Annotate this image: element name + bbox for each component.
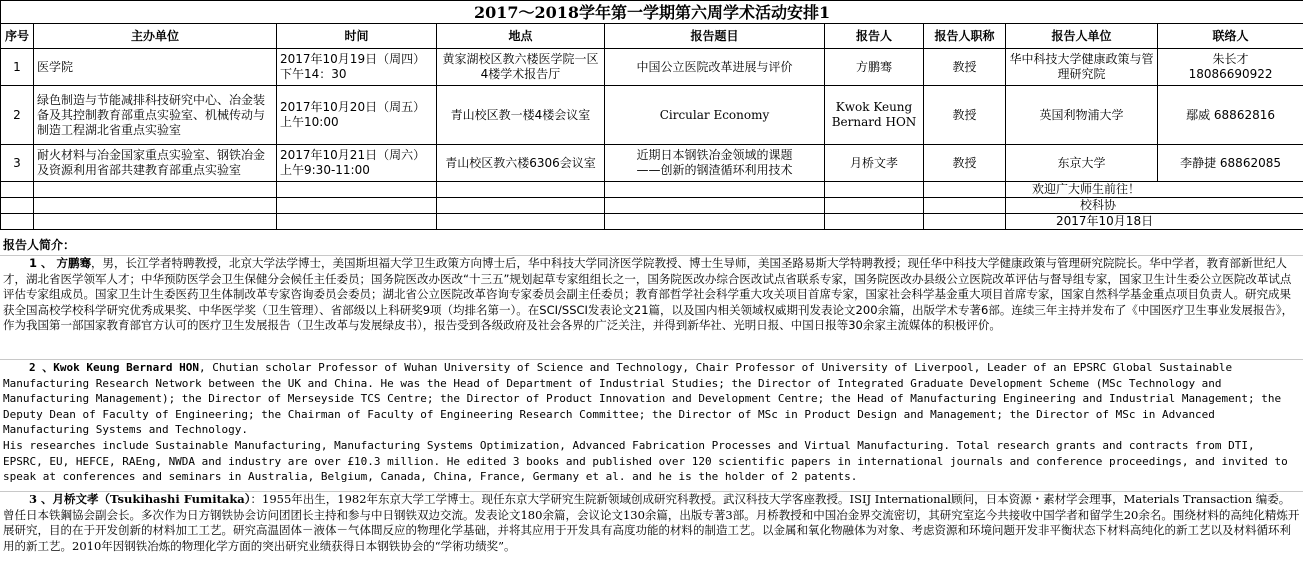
cell-topic: Circular Economy xyxy=(605,86,825,145)
schedule-table xyxy=(0,0,1303,230)
cell-speaker: 方鹏骞 xyxy=(825,49,924,86)
header-speaker-title: 报告人职称 xyxy=(924,24,1006,49)
header-place: 地点 xyxy=(437,24,605,49)
header-host: 主办单位 xyxy=(34,24,277,49)
footer-row xyxy=(1,214,1303,230)
cell-speaker: Kwok Keung Bernard HON xyxy=(825,86,924,145)
cell-place: 青山校区教六楼6306会议室 xyxy=(437,145,605,182)
bio-1-name: 方鹏骞 xyxy=(56,256,92,270)
bio-1 xyxy=(0,255,1303,359)
header-row xyxy=(1,24,1303,49)
cell-speaker-unit: 东京大学 xyxy=(1006,145,1158,182)
bio-1-text: ，男，长江学者特聘教授，北京大学法学博士，美国斯坦福大学卫生政策方向博士后，华中科技大学同济医学院教授、博士生导师，美国圣路易斯大学特聘教授；现任华中科技大学健康政策与管理研究院院长。华中学者，教育部新世纪人才，湖北省医学领军人才；中华预防医学会卫生保健分会候任主任委员；国务院医改办医改“十三五”规划起草专家组组长之一，国务院医改办综合医改试点省联系专家，国务院医改办县级公立医院改革评估与督导组专家，国家卫生计生委公立医院改革试点评估专家组成员。国家卫生计生委医药卫生体制改革专家咨询委员会委员；湖北省公立医院改革咨询专家委员会副主任委员；教育部哲学社会科学重大攻关项目首席专家，国家社会科学基金重大项目首席专家，国家自然科学基金重点项目负责人。研究成果获全国高校学校科学研究优秀成果奖、中华医学奖（卫生管理）、省部级以上科研奖9项（均排名第一）。在SCI/SSCI发表论文21篇，以及国内相关领域权威期刊发表论文200余篇，出版学术专著6部。连续三年主持并发布了《中国医疗卫生事业发展报告》，作为我国第一部国家教育部官方认可的医疗卫生发展报告（卫生改革与发展绿皮书），报告受到各级政府及社会各界的广泛关注，并得到新华社、光明日报、中国日报等30余家主流媒体的积极评价。 xyxy=(3,256,1294,333)
table-row xyxy=(1,49,1303,86)
header-speaker-unit: 报告人单位 xyxy=(1006,24,1158,49)
cell-topic: 中国公立医院改革进展与评价 xyxy=(605,49,825,86)
page-title: 2017～2018学年第一学期第六周学术活动安排1 xyxy=(1,1,1303,24)
header-topic: 报告题目 xyxy=(605,24,825,49)
cell-speaker-title: 教授 xyxy=(924,49,1006,86)
cell-no: 2 xyxy=(1,86,34,145)
header-no: 序号 xyxy=(1,24,34,49)
header-contact: 联络人 xyxy=(1158,24,1303,49)
cell-contact: 李静捷 68862085 xyxy=(1158,145,1303,182)
header-time: 时间 xyxy=(277,24,437,49)
bio-1-prefix: 1 、 xyxy=(29,256,57,270)
cell-time: 2017年10月21日（周六） 上午9:30-11:00 xyxy=(277,145,437,182)
cell-host: 绿色制造与节能减排科技研究中心、冶金装备及其控制教育部重点实验室、机械传动与制造工程湖北省重点实验室 xyxy=(34,86,277,145)
speaker-intro-section xyxy=(0,236,1303,574)
cell-speaker: 月桥文孝 xyxy=(825,145,924,182)
bio-2-name: Kwok Keung Bernard HON xyxy=(53,361,199,374)
cell-time: 2017年10月19日（周四） 下午14：30 xyxy=(277,49,437,86)
bio-3-name: 月桥文孝（Tsukihashi Fumitaka） xyxy=(52,492,251,506)
footer-row xyxy=(1,198,1303,214)
cell-no: 3 xyxy=(1,145,34,182)
cell-speaker-unit: 华中科技大学健康政策与管理研究院 xyxy=(1006,49,1158,86)
bio-2-prefix: 2 、 xyxy=(29,361,54,374)
bio-3-text: ：1955年出生，1982年东京大学工学博士。现任东京大学研究生院新领域创成研究科教授。武汉科技大学客座教授。ISIJ International顾问，日本资源・素材学会理事，Materials Transaction 编委。曾任日本铁鋼協会副会长。多次作为日方钢铁协会访问团团长主持和参与中日钢铁双边交流。发表论文180余篇，会议论文130余篇，出版专著3部。月桥教授和中国冶金界交流密切，其研究室迄今共接收中国学者和留学生20余名。围绕材料的高纯化精炼开展研究，目的在于开发创新的材料加工工艺。研究高温固体－液体－气体間反应的物理化学基础，并将其应用于开发具有高度功能的材料的制造工艺。以金属和氧化物融体为对象、考虑资源和环境问题开发非平衡状态下材料高纯化的新工艺以及材料循环利用的新工艺。2010年因钢铁冶炼的物理化学方面的突出研究业绩获得日本钢铁协会的“学術功绩奖”。 xyxy=(3,492,1300,553)
bio-3-prefix: 3 、 xyxy=(29,492,53,506)
bio-2 xyxy=(0,359,1303,491)
header-speaker: 报告人 xyxy=(825,24,924,49)
footer-welcome: 欢迎广大师生前往！ xyxy=(1006,182,1303,198)
cell-no: 1 xyxy=(1,49,34,86)
cell-speaker-title: 教授 xyxy=(924,86,1006,145)
cell-speaker-title: 教授 xyxy=(924,145,1006,182)
cell-host: 耐火材料与冶金国家重点实验室、钢铁冶金及资源利用省部共建教育部重点实验室 xyxy=(34,145,277,182)
cell-topic: 近期日本钢铁冶金领域的课题 ——创新的钢渣循环利用技术 xyxy=(605,145,825,182)
cell-host: 医学院 xyxy=(34,49,277,86)
cell-contact: 朱长才 18086690922 xyxy=(1158,49,1303,86)
bio-3 xyxy=(0,491,1303,574)
footer-org: 校科协 xyxy=(1006,198,1303,214)
cell-time: 2017年10月20日（周五） 上午10:00 xyxy=(277,86,437,145)
bio-2-text2: His researches include Sustainable Manufacturing, Manufacturing Systems Optimization, Advanced Fabrication Processes and Virtual Manufacturing. Total research grants and contracts from DTI, EPSRC, EU, HEFCE, RAEng, NWDA and industry are over £10.3 million. He edited 3 books and published over 120 scientific papers in international journals and conference proceedings, and invited to speak at conferences and seminars in Australia, Belgium, Canada, China, France, Germany et al. and he is the holder of 2 patents. xyxy=(3,438,1288,484)
cell-place: 黄家湖校区教六楼医学院一区4楼学术报告厅 xyxy=(437,49,605,86)
bio-2-text: , Chutian scholar Professor of Wuhan University of Science and Technology, Chair Professor of University of Liverpool, Leader of an EPSRC Global Sustainable Manufacturing Research Network between the UK and China. He was the Head of Department of Industrial Studies; the Director of Integrated Graduate Development Scheme (MSc Technology and Manufacturing Management); the Director of Merseyside TCS Centre; the Director of Product Innovation and Development Centre; the Head of Manufacturing Engineering and Industrial Management; the Deputy Dean of Faculty of Engineering; the Chairman of Faculty of Engineering Research Committee; the Director of MSc in Product Design and Management; the Director of MSc in Advanced Manufacturing Systems and Technology. xyxy=(3,361,1282,437)
cell-place: 青山校区教一楼4楼会议室 xyxy=(437,86,605,145)
intro-title: 报告人简介： xyxy=(3,238,76,252)
cell-contact: 鄢威 68862816 xyxy=(1158,86,1303,145)
table-row xyxy=(1,145,1303,182)
cell-speaker-unit: 英国利物浦大学 xyxy=(1006,86,1158,145)
footer-date: 2017年10月18日 xyxy=(1006,214,1303,230)
table-row xyxy=(1,86,1303,145)
footer-row xyxy=(1,182,1303,198)
